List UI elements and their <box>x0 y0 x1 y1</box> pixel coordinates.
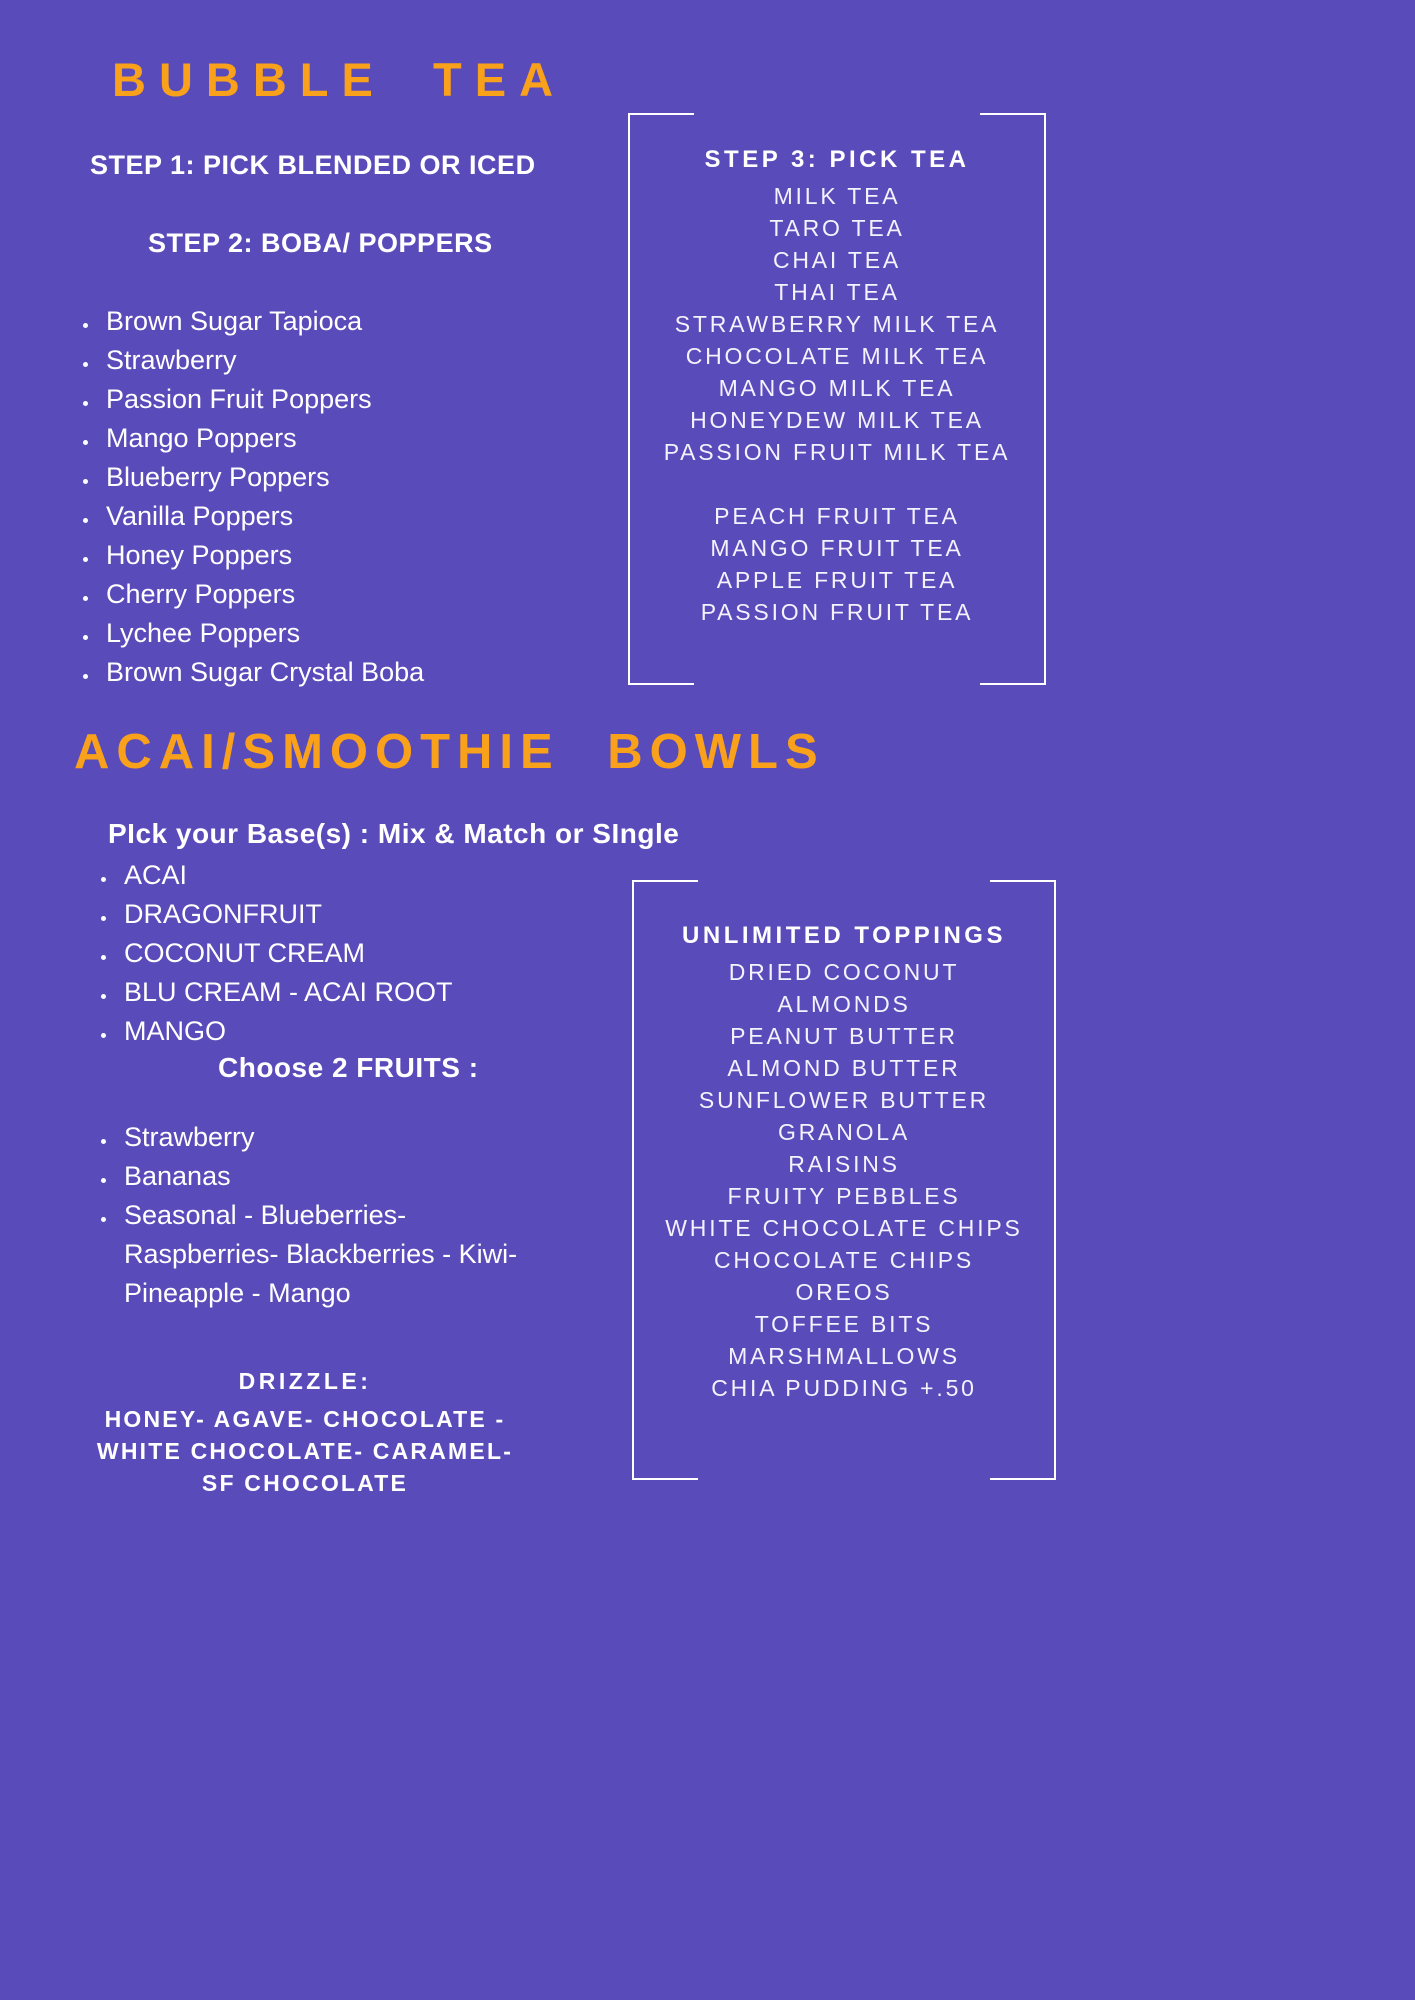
fruit-item: • Bananas <box>118 1157 518 1196</box>
toppings-list <box>634 956 1054 1404</box>
boba-item: • Lychee Poppers <box>100 614 620 653</box>
tea-item: PASSION FRUIT TEA <box>700 599 974 625</box>
tea-item: PEACH FRUIT TEA <box>714 503 960 529</box>
fruit-tea-list <box>630 500 1044 628</box>
fruit-item: • Strawberry <box>118 1118 518 1157</box>
topping-item: ALMOND BUTTER <box>727 1055 961 1081</box>
fruits-list <box>88 1118 518 1313</box>
acai-title: ACAI/SMOOTHIE BOWLS <box>74 725 825 779</box>
base-item: • COCONUT CREAM <box>118 934 638 973</box>
topping-item: DRIED COCONUT <box>728 959 960 985</box>
boba-item: • Honey Poppers <box>100 536 620 575</box>
base-item: • MANGO <box>118 1012 638 1051</box>
toppings-panel <box>632 880 1056 1480</box>
tea-item: MANGO FRUIT TEA <box>710 535 964 561</box>
tea-item: MILK TEA <box>773 183 901 209</box>
fruit-item: • Seasonal - Blueberries- Raspberries- Blackberries - Kiwi- Pineapple - Mango <box>118 1196 518 1313</box>
topping-item: WHITE CHOCOLATE CHIPS <box>665 1215 1023 1241</box>
topping-item: TOFFEE BITS <box>754 1311 934 1337</box>
tea-item: CHOCOLATE MILK TEA <box>685 343 989 369</box>
tea-item: TARO TEA <box>769 215 905 241</box>
topping-item: CHIA PUDDING +.50 <box>711 1375 977 1401</box>
boba-item: • Vanilla Poppers <box>100 497 620 536</box>
tea-item: HONEYDEW MILK TEA <box>690 407 984 433</box>
step2-heading: STEP 2: BOBA/ POPPERS <box>148 228 493 258</box>
milk-tea-list <box>630 180 1044 468</box>
topping-item: PEANUT BUTTER <box>730 1023 958 1049</box>
pick-tea-panel <box>628 113 1046 685</box>
step1-heading: STEP 1: PICK BLENDED OR ICED <box>90 150 536 180</box>
tea-item: MANGO MILK TEA <box>718 375 956 401</box>
topping-item: SUNFLOWER BUTTER <box>698 1087 990 1113</box>
drizzle-lines <box>40 1403 570 1499</box>
topping-item: RAISINS <box>788 1151 900 1177</box>
drizzle-line: HONEY- AGAVE- CHOCOLATE - <box>104 1406 506 1432</box>
topping-item: ALMONDS <box>777 991 911 1017</box>
boba-item: • Blueberry Poppers <box>100 458 620 497</box>
topping-item: FRUITY PEBBLES <box>727 1183 961 1209</box>
boba-list <box>70 302 620 692</box>
boba-item: • Strawberry <box>100 341 620 380</box>
base-item: • DRAGONFRUIT <box>118 895 638 934</box>
drizzle-line: SF CHOCOLATE <box>201 1470 409 1496</box>
boba-item: • Mango Poppers <box>100 419 620 458</box>
pick-tea-heading: STEP 3: PICK TEA <box>704 146 970 173</box>
drizzle-line: WHITE CHOCOLATE- CARAMEL- <box>96 1438 514 1464</box>
topping-item: CHOCOLATE CHIPS <box>713 1247 975 1273</box>
toppings-heading: UNLIMITED TOPPINGS <box>682 922 1006 949</box>
topping-item: OREOS <box>795 1279 893 1305</box>
bubble-tea-title: BUBBLE TEA <box>112 53 567 106</box>
tea-item: THAI TEA <box>774 279 900 305</box>
boba-item: • Brown Sugar Crystal Boba <box>100 653 620 692</box>
base-item: • BLU CREAM - ACAI ROOT <box>118 973 638 1012</box>
boba-item: • Brown Sugar Tapioca <box>100 302 620 341</box>
boba-item: • Passion Fruit Poppers <box>100 380 620 419</box>
drizzle-block <box>40 1368 570 1499</box>
tea-item: APPLE FRUIT TEA <box>716 567 958 593</box>
base-item: • ACAI <box>118 856 638 895</box>
topping-item: GRANOLA <box>777 1119 911 1145</box>
topping-item: MARSHMALLOWS <box>728 1343 960 1369</box>
drizzle-heading: DRIZZLE: <box>238 1368 372 1394</box>
bases-list <box>88 856 638 1051</box>
tea-item: PASSION FRUIT MILK TEA <box>663 439 1011 465</box>
base-heading: PIck your Base(s) : Mix & Match or SIngle <box>108 818 680 849</box>
tea-item: STRAWBERRY MILK TEA <box>674 311 1000 337</box>
fruits-heading: Choose 2 FRUITS : <box>218 1052 479 1083</box>
boba-item: • Cherry Poppers <box>100 575 620 614</box>
tea-item: CHAI TEA <box>772 247 902 273</box>
